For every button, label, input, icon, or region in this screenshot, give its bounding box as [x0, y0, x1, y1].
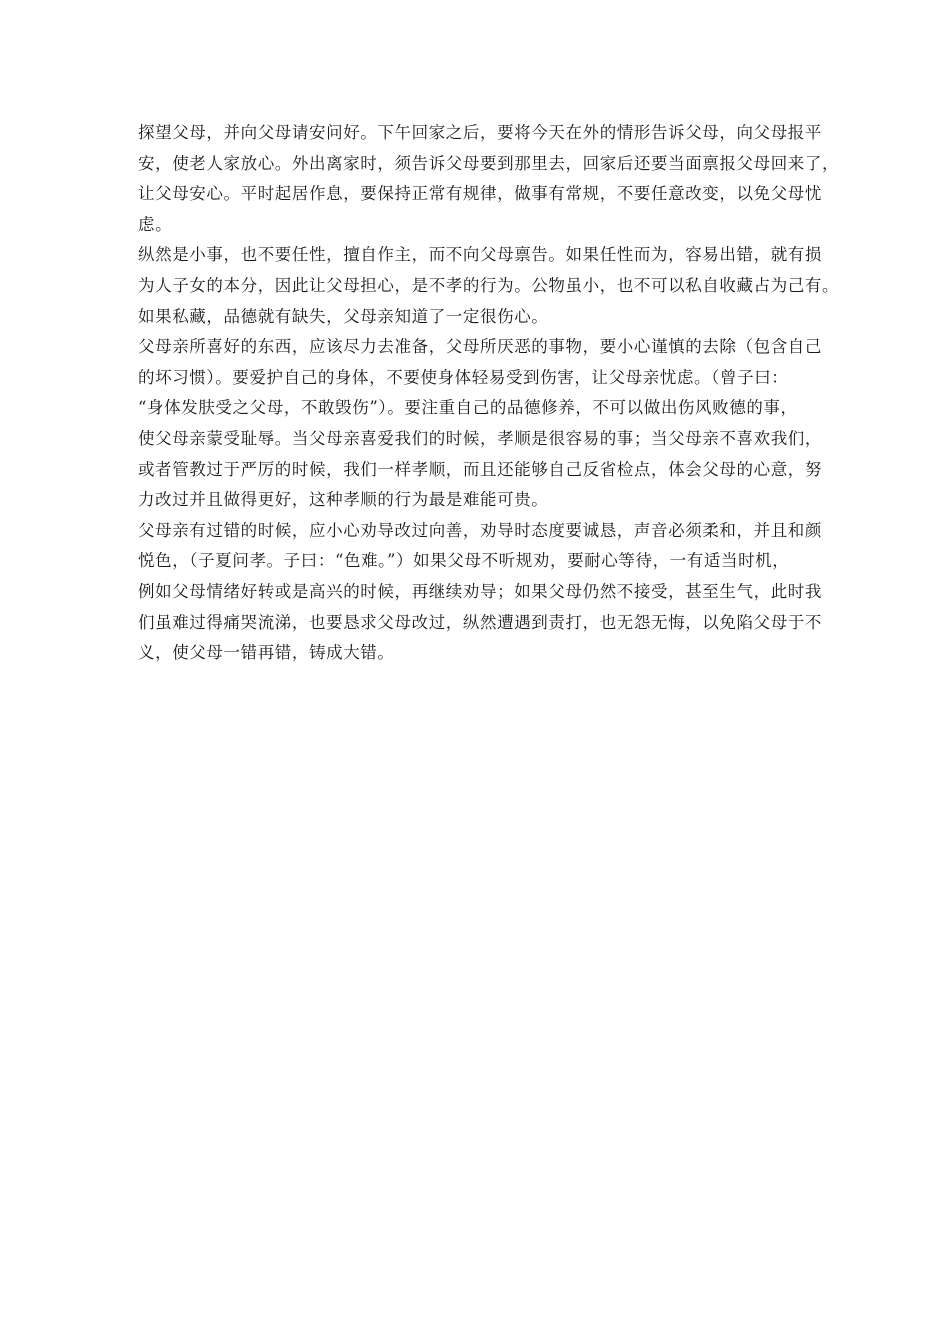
text-line: 如果私藏，品德就有缺失，父母亲知道了一定很伤心。: [138, 306, 549, 326]
text-line: 让父母安心。平时起居作息，要保持正常有规律，做事有常规，不要任意改变，以免父母忧: [138, 184, 822, 204]
text-line: 纵然是小事，也不要任性，擅自作主，而不向父母禀告。如果任性而为，容易出错，就有损: [138, 245, 822, 265]
text-line: 为人子女的本分，因此让父母担心，是不孝的行为。公物虽小，也不可以私自收藏占为己有。: [138, 275, 840, 295]
text-line: 使父母亲蒙受耻辱。当父母亲喜爱我们的时候，孝顺是很容易的事；当父母亲不喜欢我们，: [138, 428, 822, 448]
text-line: 义，使父母一错再错，铸成大错。: [138, 643, 395, 663]
document-body: [138, 118, 840, 669]
text-line: 例如父母情绪好转或是高兴的时候，再继续劝导；如果父母仍然不接受，甚至生气，此时我: [138, 581, 822, 601]
text-line: 虑。: [138, 214, 173, 234]
text-line: 力改过并且做得更好，这种孝顺的行为最是难能可贵。: [138, 490, 549, 510]
text-line: “身体发肤受之父母，不敢毁伤”）。要注重自己的品德修养，不可以做出伤风败德的事，: [138, 398, 798, 418]
paragraph-1: [138, 118, 840, 240]
text-line: 悦色，（子夏问孝。子曰：“色难。”）如果父母不听规劝，要耐心等待，一有适当时机，: [138, 551, 790, 571]
paragraph-3: [138, 332, 822, 516]
text-line: 的坏习惯）。要爱护自己的身体，不要使身体轻易受到伤害，让父母亲忧虑。（曾子曰：: [138, 367, 789, 387]
text-line: 安，使老人家放心。外出离家时，须告诉父母要到那里去，回家后还要当面禀报父母回来了，: [138, 153, 840, 173]
text-line: 父母亲有过错的时候，应小心劝导改过向善，劝导时态度要诚恳，声音必须柔和，并且和颜: [138, 520, 822, 540]
paragraph-2: [138, 240, 840, 332]
text-line: 或者管教过于严厉的时候，我们一样孝顺，而且还能够自己反省检点，体会父母的心意，努: [138, 459, 822, 479]
text-line: 父母亲所喜好的东西，应该尽力去准备，父母所厌恶的事物，要小心谨慎的去除（包含自己: [138, 337, 822, 357]
text-line: 探望父母，并向父母请安问好。下午回家之后，要将今天在外的情形告诉父母，向父母报平: [138, 123, 822, 142]
paragraph-4: [138, 516, 822, 669]
text-line: 们虽难过得痛哭流涕，也要恳求父母改过，纵然遭遇到责打，也无怨无悔，以免陷父母于不: [138, 612, 822, 632]
